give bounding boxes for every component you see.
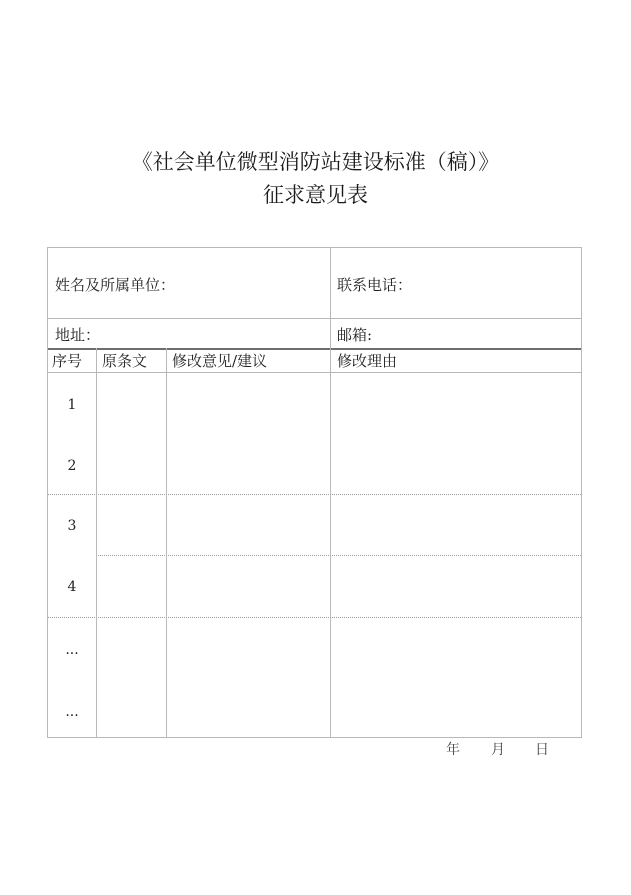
header-bottom-rule bbox=[48, 372, 581, 373]
row-divider-dotted bbox=[48, 617, 581, 618]
column-header-original-clause: 原条文 bbox=[102, 352, 148, 370]
column-divider bbox=[166, 348, 167, 737]
row-number: 3 bbox=[67, 518, 77, 534]
name-label: 姓名及所属单位： bbox=[55, 276, 176, 294]
date-month-label: 月 bbox=[491, 742, 505, 758]
feedback-form-table bbox=[47, 247, 582, 738]
row-number: 1 bbox=[67, 397, 77, 413]
address-label: 地址： bbox=[55, 326, 101, 344]
row-number: 2 bbox=[67, 458, 77, 474]
row-divider-dotted bbox=[48, 494, 581, 495]
date-day-label: 日 bbox=[535, 742, 549, 758]
column-divider bbox=[96, 348, 97, 737]
document-title: 《社会单位微型消防站建设标准（稿）》 bbox=[131, 150, 500, 174]
row-divider bbox=[48, 318, 581, 319]
column-header-reason: 修改理由 bbox=[337, 352, 398, 370]
column-divider bbox=[330, 248, 331, 737]
column-header-index: 序号 bbox=[52, 352, 83, 370]
row-number: ... bbox=[65, 704, 79, 720]
phone-label: 联系电话： bbox=[337, 276, 413, 294]
row-divider-dotted bbox=[96, 555, 581, 556]
date-year-label: 年 bbox=[446, 742, 460, 758]
row-number: 4 bbox=[67, 579, 77, 595]
column-header-suggestion: 修改意见/建议 bbox=[172, 352, 268, 370]
email-label: 邮箱: bbox=[337, 326, 373, 344]
row-number: ... bbox=[65, 642, 79, 658]
document-subtitle: 征求意见表 bbox=[263, 183, 368, 207]
header-top-rule bbox=[48, 348, 581, 350]
